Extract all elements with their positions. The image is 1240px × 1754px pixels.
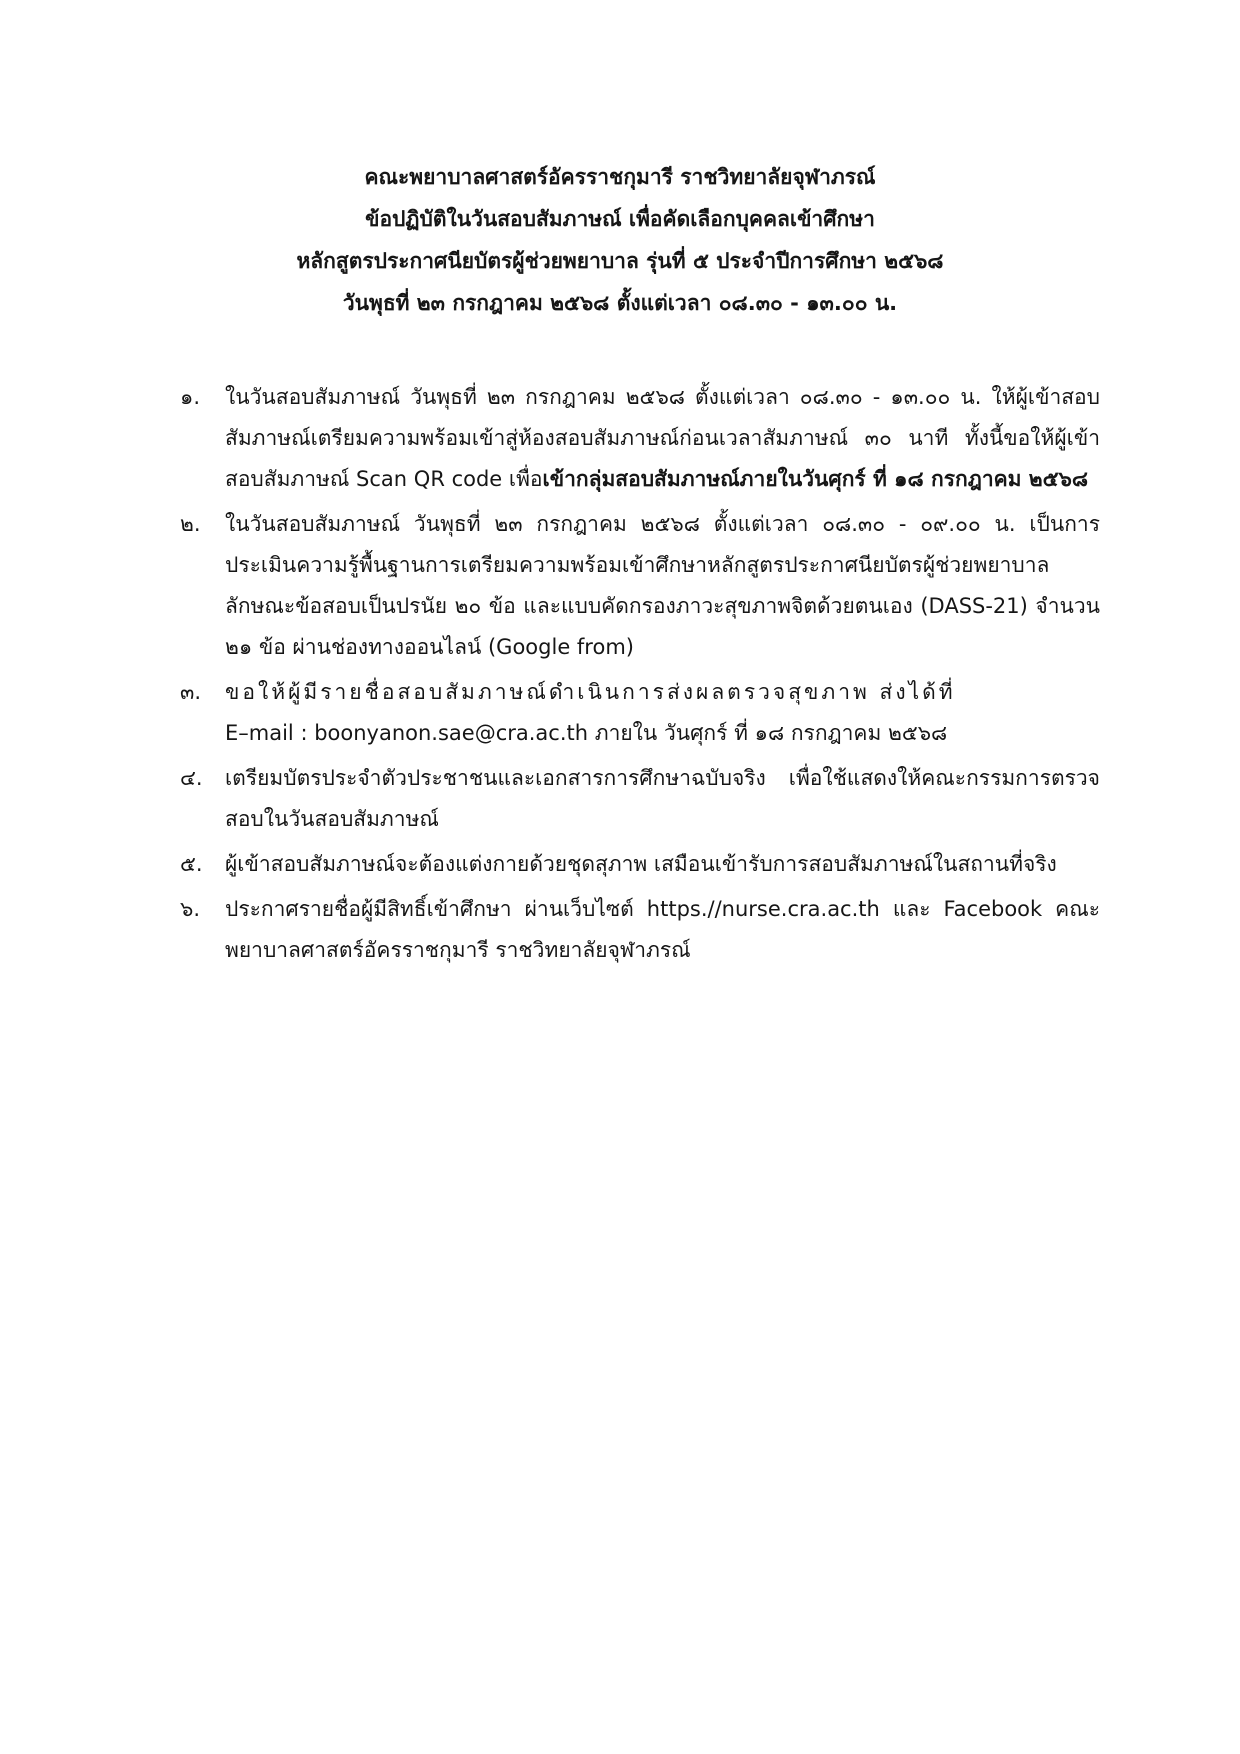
item-text: ในวันสอบสัมภาษณ์ วันพุธที่ ๒๓ กรกฎาคม ๒๕๖๘ ตั้งแต่เวลา ๐๘.๓๐ - ๐๙.๐๐ น. เป็นการประเมินความรู้พื้นฐานการเตรียมความพร้อมเข้าศึกษาหลักสูตรประกาศนียบัตรผู้ช่วยพยาบาล ลักษณะข้อสอบเป็นปรนัย ๒๐ ข้อ และแบบคัดกรองภาวะสุขภาพจิตด้วยตนเอง (DASS-21) จำนวน ๒๑ ข้อ ผ่านช่องทางออนไลน์ (Google from) bbox=[225, 512, 1100, 659]
item-text: ประกาศรายชื่อผู้มีสิทธิ์เข้าศึกษา ผ่านเว็บไซต์ https.//nurse.cra.ac.th และ Facebook คณะพยาบาลศาสตร์อัครราชกุมารี ราชวิทยาลัยจุฬาภรณ์ bbox=[225, 897, 1100, 962]
item-text-line-1: ขอให้ผู้มีรายชื่อสอบสัมภาษณ์ดำเนินการส่งผลตรวจสุขภาพ ส่งได้ที่ bbox=[225, 680, 956, 704]
item-text: ผู้เข้าสอบสัมภาษณ์จะต้องแต่งกายด้วยชุดสุภาพ เสมือนเข้ารับการสอบสัมภาษณ์ในสถานที่จริง bbox=[225, 852, 1057, 876]
item-text: เตรียมบัตรประจำตัวประชาชนและเอกสารการศึกษาฉบับจริง เพื่อใช้แสดงให้คณะกรรมการตรวจสอบในวันสอบสัมภาษณ์ bbox=[225, 766, 1100, 831]
document-header bbox=[150, 156, 1090, 324]
instruction-item-1 bbox=[180, 377, 1100, 500]
header-program: หลักสูตรประกาศนียบัตรผู้ช่วยพยาบาล รุ่นที่ ๕ ประจำปีการศึกษา ๒๕๖๘ bbox=[296, 249, 944, 273]
header-date-time: วันพุธที่ ๒๓ กรกฎาคม ๒๕๖๘ ตั้งแต่เวลา ๐๘.๓๐ - ๑๓.๐๐ น. bbox=[342, 291, 898, 315]
instruction-item-4 bbox=[180, 758, 1100, 840]
item-text-line-2: E–mail : boonyanon.sae@cra.ac.th ภายใน วันศุกร์ ที่ ๑๘ กรกฎาคม ๒๕๖๘ bbox=[225, 721, 948, 745]
instruction-list bbox=[180, 377, 1100, 975]
item-number: ๕. bbox=[180, 852, 203, 876]
instruction-item-5 bbox=[180, 844, 1100, 885]
instruction-item-6 bbox=[180, 889, 1100, 971]
instruction-item-2 bbox=[180, 504, 1100, 668]
item-number: ๑. bbox=[180, 385, 201, 409]
item-text: ในวันสอบสัมภาษณ์ วันพุธที่ ๒๓ กรกฎาคม ๒๕๖๘ ตั้งแต่เวลา ๐๘.๓๐ - ๑๓.๐๐ น. ให้ผู้เข้าสอบสัมภาษณ์เตรียมความพร้อมเข้าสู่ห้องสอบสัมภาษณ์ก่อนเวลาสัมภาษณ์ ๓๐ นาที ทั้งนี้ขอให้ผู้เข้าสอบสัมภาษณ์ Scan QR code เพื่อเข้ากลุ่มสอบสัมภาษณ์ภายในวันศุกร์ ที่ ๑๘ กรกฎาคม ๒๕๖๘ bbox=[225, 385, 1100, 491]
item-text bbox=[225, 672, 1100, 754]
header-faculty-name: คณะพยาบาลศาสตร์อัครราชกุมารี ราชวิทยาลัยจุฬาภรณ์ bbox=[364, 165, 876, 189]
header-title: ข้อปฏิบัติในวันสอบสัมภาษณ์ เพื่อคัดเลือกบุคคลเข้าศึกษา bbox=[365, 207, 875, 231]
item-number: ๖. bbox=[180, 897, 201, 921]
item-bold-text: เข้ากลุ่มสอบสัมภาษณ์ภายในวันศุกร์ ที่ ๑๘ กรกฎาคม ๒๕๖๘ bbox=[542, 467, 1089, 491]
item-number: ๔. bbox=[180, 766, 203, 790]
item-number: ๒. bbox=[180, 512, 201, 536]
item-number: ๓. bbox=[180, 680, 202, 704]
instruction-item-3 bbox=[180, 672, 1100, 754]
